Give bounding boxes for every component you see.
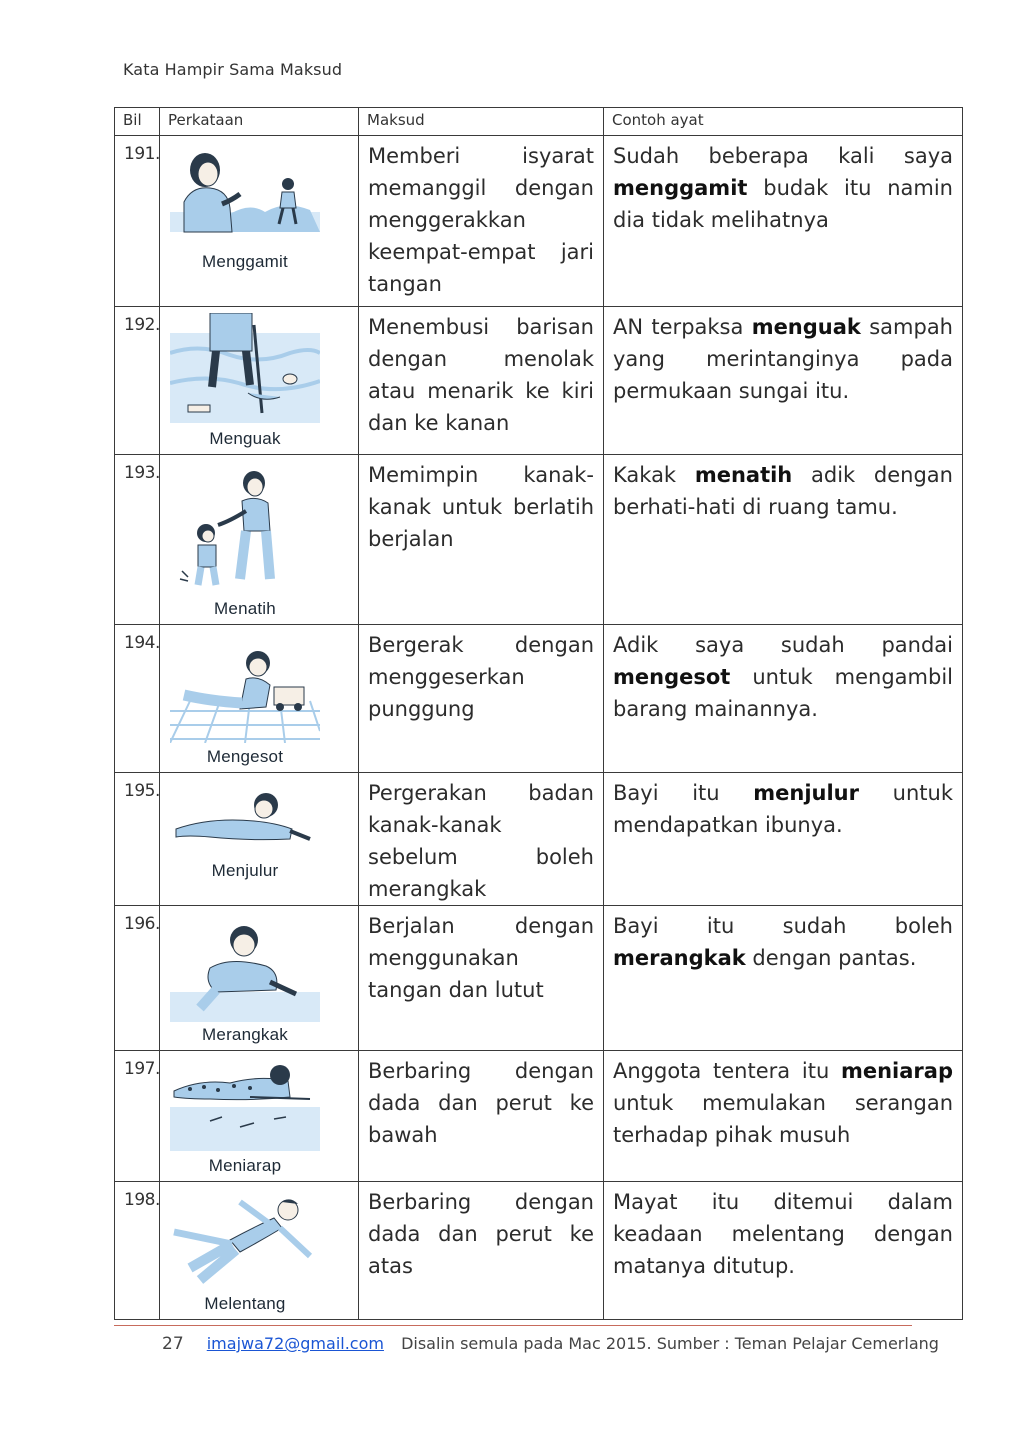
keyword: menjulur: [753, 781, 859, 805]
page-number: 27: [162, 1334, 184, 1354]
baby-stretching-icon: [170, 779, 320, 859]
example-sentence: Anggota tentera itu meniarap untuk memulakan serangan terhadap pihak musuh: [604, 1051, 963, 1182]
example-sentence: Adik saya sudah pandai mengesot untuk mengambil barang mainannya.: [604, 625, 963, 773]
image-caption: Menatih: [214, 599, 276, 618]
row-number: 196.: [115, 906, 160, 1051]
beckoning-figure-icon: [170, 142, 320, 252]
keyword: merangkak: [613, 946, 746, 970]
illustration-meniarap: [170, 1057, 320, 1178]
example-sentence: Bayi itu menjulur untuk mendapatkan ibunya.: [604, 773, 963, 906]
example-sentence: Bayi itu sudah boleh merangkak dengan pantas.: [604, 906, 963, 1051]
meaning-text: Pergerakan badan kanak-kanak sebelum boleh merangkak: [359, 773, 604, 906]
header-meaning: Maksud: [359, 108, 604, 136]
meaning-text: Menembusi barisan dengan menolak atau menarik ke kiri dan ke kanan: [359, 307, 604, 455]
image-caption: Meniarap: [208, 1156, 282, 1175]
row-number: 193.: [115, 455, 160, 625]
table-header-row: [115, 108, 963, 136]
scooting-child-icon: [170, 631, 320, 743]
table-row: [115, 307, 963, 455]
illustration-melentang: [170, 1188, 320, 1316]
row-number: 191.: [115, 136, 160, 307]
header-word: Perkataan: [160, 108, 359, 136]
illustration-merangkak: [170, 912, 320, 1047]
meaning-text: Memberi isyarat memanggil dengan menggerakkan keempat-empat jari tangan: [359, 136, 604, 307]
table-row: [115, 455, 963, 625]
image-caption: Menggamit: [202, 252, 288, 271]
table-row: [115, 1051, 963, 1182]
illustration-menatih: [170, 461, 320, 621]
footer-divider: [114, 1325, 912, 1326]
keyword: menggamit: [613, 176, 748, 200]
row-number: 194.: [115, 625, 160, 773]
river-wading-icon: [170, 313, 320, 425]
header-bil: Bil: [115, 108, 160, 136]
keyword: mengesot: [613, 665, 731, 689]
meaning-text: Berbaring dengan dada dan perut ke atas: [359, 1182, 604, 1320]
crawling-baby-icon: [170, 912, 320, 1022]
image-caption: Melentang: [204, 1294, 286, 1313]
image-caption: Mengesot: [206, 747, 284, 766]
example-sentence: Sudah beberapa kali saya menggamit budak itu namin dia tidak melihatnya: [604, 136, 963, 307]
illustration-mengesot: [170, 631, 320, 769]
example-sentence: Mayat itu ditemui dalam keadaan melentang dengan matanya ditutup.: [604, 1182, 963, 1320]
row-number: 198.: [115, 1182, 160, 1320]
table-row: [115, 625, 963, 773]
image-caption: Merangkak: [202, 1025, 288, 1044]
illustration-menjulur: [170, 779, 320, 883]
keyword: menguak: [751, 315, 861, 339]
meaning-text: Berjalan dengan menggunakan tangan dan lutut: [359, 906, 604, 1051]
example-sentence: Kakak menatih adik dengan berhati-hati di ruang tamu.: [604, 455, 963, 625]
source-note: Disalin semula pada Mac 2015. Sumber : Teman Pelajar Cemerlang: [401, 1334, 939, 1353]
illustration-menggamit: [170, 142, 320, 274]
meaning-text: Bergerak dengan menggeserkan punggung: [359, 625, 604, 773]
page-footer: [162, 1334, 939, 1354]
meaning-text: Berbaring dengan dada dan perut ke bawah: [359, 1051, 604, 1182]
keyword: menatih: [694, 463, 793, 487]
image-caption: Menjulur: [211, 861, 279, 880]
image-caption: Menguak: [209, 429, 281, 448]
vocabulary-table: [114, 107, 963, 1320]
soldier-prone-icon: [170, 1057, 320, 1151]
keyword: meniarap: [840, 1059, 953, 1083]
row-number: 195.: [115, 773, 160, 906]
row-number: 197.: [115, 1051, 160, 1182]
table-row: [115, 906, 963, 1051]
illustration-menguak: [170, 313, 320, 451]
example-sentence: AN terpaksa menguak sampah yang merintanginya pada permukaan sungai itu.: [604, 307, 963, 455]
table-row: [115, 136, 963, 307]
adult-leading-child-icon: [170, 461, 320, 599]
table-row: [115, 1182, 963, 1320]
person-lying-face-up-icon: [170, 1188, 320, 1288]
table-row: [115, 773, 963, 906]
header-example: Contoh ayat: [604, 108, 963, 136]
meaning-text: Memimpin kanak-kanak untuk berlatih berjalan: [359, 455, 604, 625]
email-link[interactable]: imajwa72@gmail.com: [206, 1334, 384, 1353]
row-number: 192.: [115, 307, 160, 455]
page-title: Kata Hampir Sama Maksud: [123, 60, 343, 79]
